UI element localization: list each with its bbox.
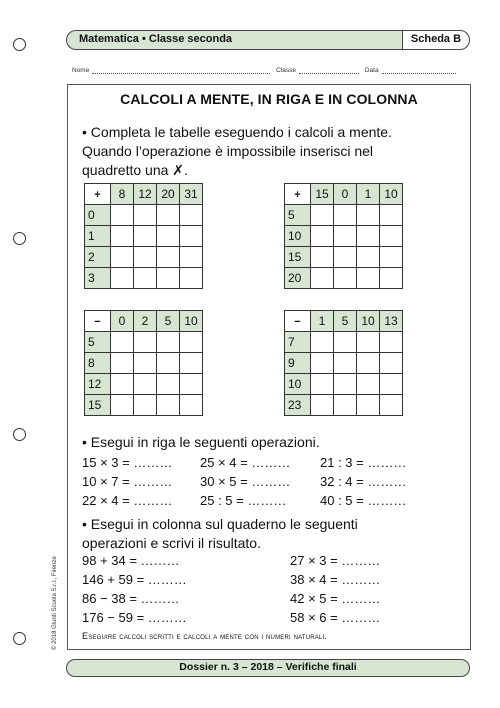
copyright-notice: © 2018 Giunti Scuola S.r.l., Firenze bbox=[52, 556, 58, 650]
row-header: 10 bbox=[285, 374, 311, 395]
column-header: 1 bbox=[311, 311, 334, 332]
answer-cell[interactable] bbox=[311, 332, 334, 353]
table-corner bbox=[285, 311, 311, 332]
column-header: 0 bbox=[111, 311, 134, 332]
row-header: 15 bbox=[85, 395, 111, 416]
column-header: 10 bbox=[357, 311, 380, 332]
answer-cell[interactable] bbox=[180, 247, 203, 268]
column-header: 1 bbox=[357, 184, 380, 205]
column-header: 13 bbox=[380, 311, 403, 332]
answer-cell[interactable] bbox=[157, 226, 180, 247]
column-op: 146 + 59 = ……… bbox=[82, 572, 187, 587]
answer-cell[interactable] bbox=[134, 374, 157, 395]
date-field[interactable] bbox=[382, 67, 456, 74]
answer-cell[interactable] bbox=[134, 268, 157, 289]
answer-cell[interactable] bbox=[334, 268, 357, 289]
answer-cell[interactable] bbox=[111, 268, 134, 289]
instruction-tables-1: • Completa le tabelle eseguendo i calcoli a mente. bbox=[82, 124, 392, 140]
column-header: 15 bbox=[311, 184, 334, 205]
curriculum-note: Eseguire calcoli scritti e calcoli a mente con i numeri naturali. bbox=[82, 631, 328, 641]
column-header: 10 bbox=[180, 311, 203, 332]
addition-table-1 bbox=[84, 183, 203, 289]
answer-cell[interactable] bbox=[134, 353, 157, 374]
answer-cell[interactable] bbox=[134, 395, 157, 416]
answer-cell[interactable] bbox=[311, 374, 334, 395]
answer-cell[interactable] bbox=[157, 205, 180, 226]
answer-cell[interactable] bbox=[180, 395, 203, 416]
class-label: Classe bbox=[276, 67, 297, 74]
answer-cell[interactable] bbox=[157, 247, 180, 268]
name-class-date-row bbox=[72, 67, 472, 74]
answer-cell[interactable] bbox=[180, 353, 203, 374]
binder-hole-middle bbox=[13, 232, 26, 245]
answer-cell[interactable] bbox=[111, 374, 134, 395]
column-op: 86 − 38 = ……… bbox=[82, 591, 180, 606]
row-op: 21 : 3 = ……… bbox=[320, 455, 407, 470]
column-header: 31 bbox=[180, 184, 203, 205]
answer-cell[interactable] bbox=[111, 205, 134, 226]
answer-cell[interactable] bbox=[334, 395, 357, 416]
date-label: Data bbox=[364, 67, 379, 74]
answer-cell[interactable] bbox=[334, 205, 357, 226]
column-header: 10 bbox=[380, 184, 403, 205]
table-corner bbox=[85, 184, 111, 205]
column-header: 2 bbox=[134, 311, 157, 332]
column-header: 0 bbox=[334, 184, 357, 205]
minus-operator-icon: − bbox=[94, 316, 101, 328]
row-op: 22 × 4 = ……… bbox=[82, 493, 173, 508]
row-header: 5 bbox=[285, 205, 311, 226]
instruction-tables-2: Quando l’operazione è impossibile inserisci nel bbox=[82, 143, 374, 159]
footer-bar: Dossier n. 3 – 2018 – Verifiche finali bbox=[66, 659, 470, 677]
answer-cell[interactable] bbox=[357, 332, 380, 353]
binder-hole-bottom bbox=[13, 632, 26, 645]
instruction-column-ops-2: operazioni e scrivi il risultato. bbox=[82, 535, 261, 551]
binder-hole-top bbox=[13, 38, 26, 51]
table-corner bbox=[85, 311, 111, 332]
answer-cell[interactable] bbox=[357, 353, 380, 374]
subtraction-table-1 bbox=[84, 310, 203, 416]
column-op: 98 + 34 = ……… bbox=[82, 553, 180, 568]
page-title: CALCOLI A MENTE, IN RIGA E IN COLONNA bbox=[120, 91, 418, 107]
row-op: 32 : 4 = ……… bbox=[320, 474, 407, 489]
column-op: 42 × 5 = ……… bbox=[290, 591, 381, 606]
answer-cell[interactable] bbox=[180, 205, 203, 226]
subject-label: Matematica • Classe seconda bbox=[66, 30, 402, 50]
answer-cell[interactable] bbox=[134, 205, 157, 226]
column-header: 12 bbox=[134, 184, 157, 205]
column-op: 27 × 3 = ……… bbox=[290, 553, 381, 568]
name-field[interactable] bbox=[92, 67, 270, 74]
plus-operator-icon: + bbox=[94, 189, 101, 201]
column-op: 58 × 6 = ……… bbox=[290, 610, 381, 625]
row-header: 5 bbox=[85, 332, 111, 353]
addition-table-2 bbox=[284, 183, 403, 289]
column-header: 8 bbox=[111, 184, 134, 205]
answer-cell[interactable] bbox=[111, 353, 134, 374]
column-header: 5 bbox=[157, 311, 180, 332]
answer-cell[interactable] bbox=[180, 374, 203, 395]
answer-cell[interactable] bbox=[311, 395, 334, 416]
answer-cell[interactable] bbox=[357, 247, 380, 268]
answer-cell[interactable] bbox=[380, 268, 403, 289]
row-header: 10 bbox=[285, 226, 311, 247]
answer-cell[interactable] bbox=[357, 395, 380, 416]
answer-cell[interactable] bbox=[134, 247, 157, 268]
row-op: 10 × 7 = ……… bbox=[82, 474, 173, 489]
answer-cell[interactable] bbox=[180, 268, 203, 289]
answer-cell[interactable] bbox=[357, 226, 380, 247]
row-header: 0 bbox=[85, 205, 111, 226]
row-header: 1 bbox=[85, 226, 111, 247]
answer-cell[interactable] bbox=[357, 268, 380, 289]
answer-cell[interactable] bbox=[380, 353, 403, 374]
class-field[interactable] bbox=[299, 67, 359, 74]
instruction-tables-3: quadretto una ✗. bbox=[82, 162, 188, 178]
minus-operator-icon: − bbox=[294, 316, 301, 328]
instruction-column-ops-1: • Esegui in colonna sul quaderno le seguenti bbox=[82, 516, 358, 532]
answer-cell[interactable] bbox=[111, 226, 134, 247]
answer-cell[interactable] bbox=[111, 247, 134, 268]
binder-hole-lower bbox=[13, 428, 26, 441]
column-op: 176 − 59 = ……… bbox=[82, 610, 187, 625]
answer-cell[interactable] bbox=[134, 332, 157, 353]
row-header: 8 bbox=[85, 353, 111, 374]
plus-operator-icon: + bbox=[294, 189, 301, 201]
row-op: 25 : 5 = ……… bbox=[200, 493, 287, 508]
answer-cell[interactable] bbox=[180, 226, 203, 247]
answer-cell[interactable] bbox=[111, 332, 134, 353]
row-header: 3 bbox=[85, 268, 111, 289]
row-header: 2 bbox=[85, 247, 111, 268]
row-op: 25 × 4 = ……… bbox=[200, 455, 291, 470]
table-corner bbox=[285, 184, 311, 205]
answer-cell[interactable] bbox=[380, 205, 403, 226]
answer-cell[interactable] bbox=[334, 332, 357, 353]
answer-cell[interactable] bbox=[334, 226, 357, 247]
answer-cell[interactable] bbox=[357, 205, 380, 226]
row-header: 7 bbox=[285, 332, 311, 353]
column-header: 5 bbox=[334, 311, 357, 332]
answer-cell[interactable] bbox=[157, 332, 180, 353]
answer-cell[interactable] bbox=[180, 332, 203, 353]
row-header: 23 bbox=[285, 395, 311, 416]
answer-cell[interactable] bbox=[157, 374, 180, 395]
answer-cell[interactable] bbox=[380, 332, 403, 353]
row-header: 9 bbox=[285, 353, 311, 374]
row-header: 15 bbox=[285, 247, 311, 268]
row-op: 30 × 5 = ……… bbox=[200, 474, 291, 489]
column-op: 38 × 4 = ……… bbox=[290, 572, 381, 587]
answer-cell[interactable] bbox=[311, 247, 334, 268]
answer-cell[interactable] bbox=[380, 374, 403, 395]
answer-cell[interactable] bbox=[311, 205, 334, 226]
column-header: 20 bbox=[157, 184, 180, 205]
worksheet-frame bbox=[67, 84, 471, 650]
answer-cell[interactable] bbox=[380, 226, 403, 247]
answer-cell[interactable] bbox=[311, 353, 334, 374]
answer-cell[interactable] bbox=[311, 226, 334, 247]
row-op: 40 : 5 = ……… bbox=[320, 493, 407, 508]
answer-cell[interactable] bbox=[111, 395, 134, 416]
row-header: 20 bbox=[285, 268, 311, 289]
answer-cell[interactable] bbox=[157, 268, 180, 289]
row-op: 15 × 3 = ……… bbox=[82, 455, 173, 470]
answer-cell[interactable] bbox=[380, 395, 403, 416]
answer-cell[interactable] bbox=[157, 353, 180, 374]
subtraction-table-2 bbox=[284, 310, 403, 416]
name-label: Nome bbox=[72, 67, 90, 74]
header-bar bbox=[66, 30, 470, 50]
sheet-label: Scheda B bbox=[402, 30, 470, 50]
answer-cell[interactable] bbox=[357, 374, 380, 395]
answer-cell[interactable] bbox=[380, 247, 403, 268]
answer-cell[interactable] bbox=[334, 374, 357, 395]
answer-cell[interactable] bbox=[157, 395, 180, 416]
row-header: 12 bbox=[85, 374, 111, 395]
answer-cell[interactable] bbox=[311, 268, 334, 289]
instruction-row-ops: • Esegui in riga le seguenti operazioni. bbox=[82, 434, 320, 450]
answer-cell[interactable] bbox=[134, 226, 157, 247]
answer-cell[interactable] bbox=[334, 247, 357, 268]
answer-cell[interactable] bbox=[334, 353, 357, 374]
